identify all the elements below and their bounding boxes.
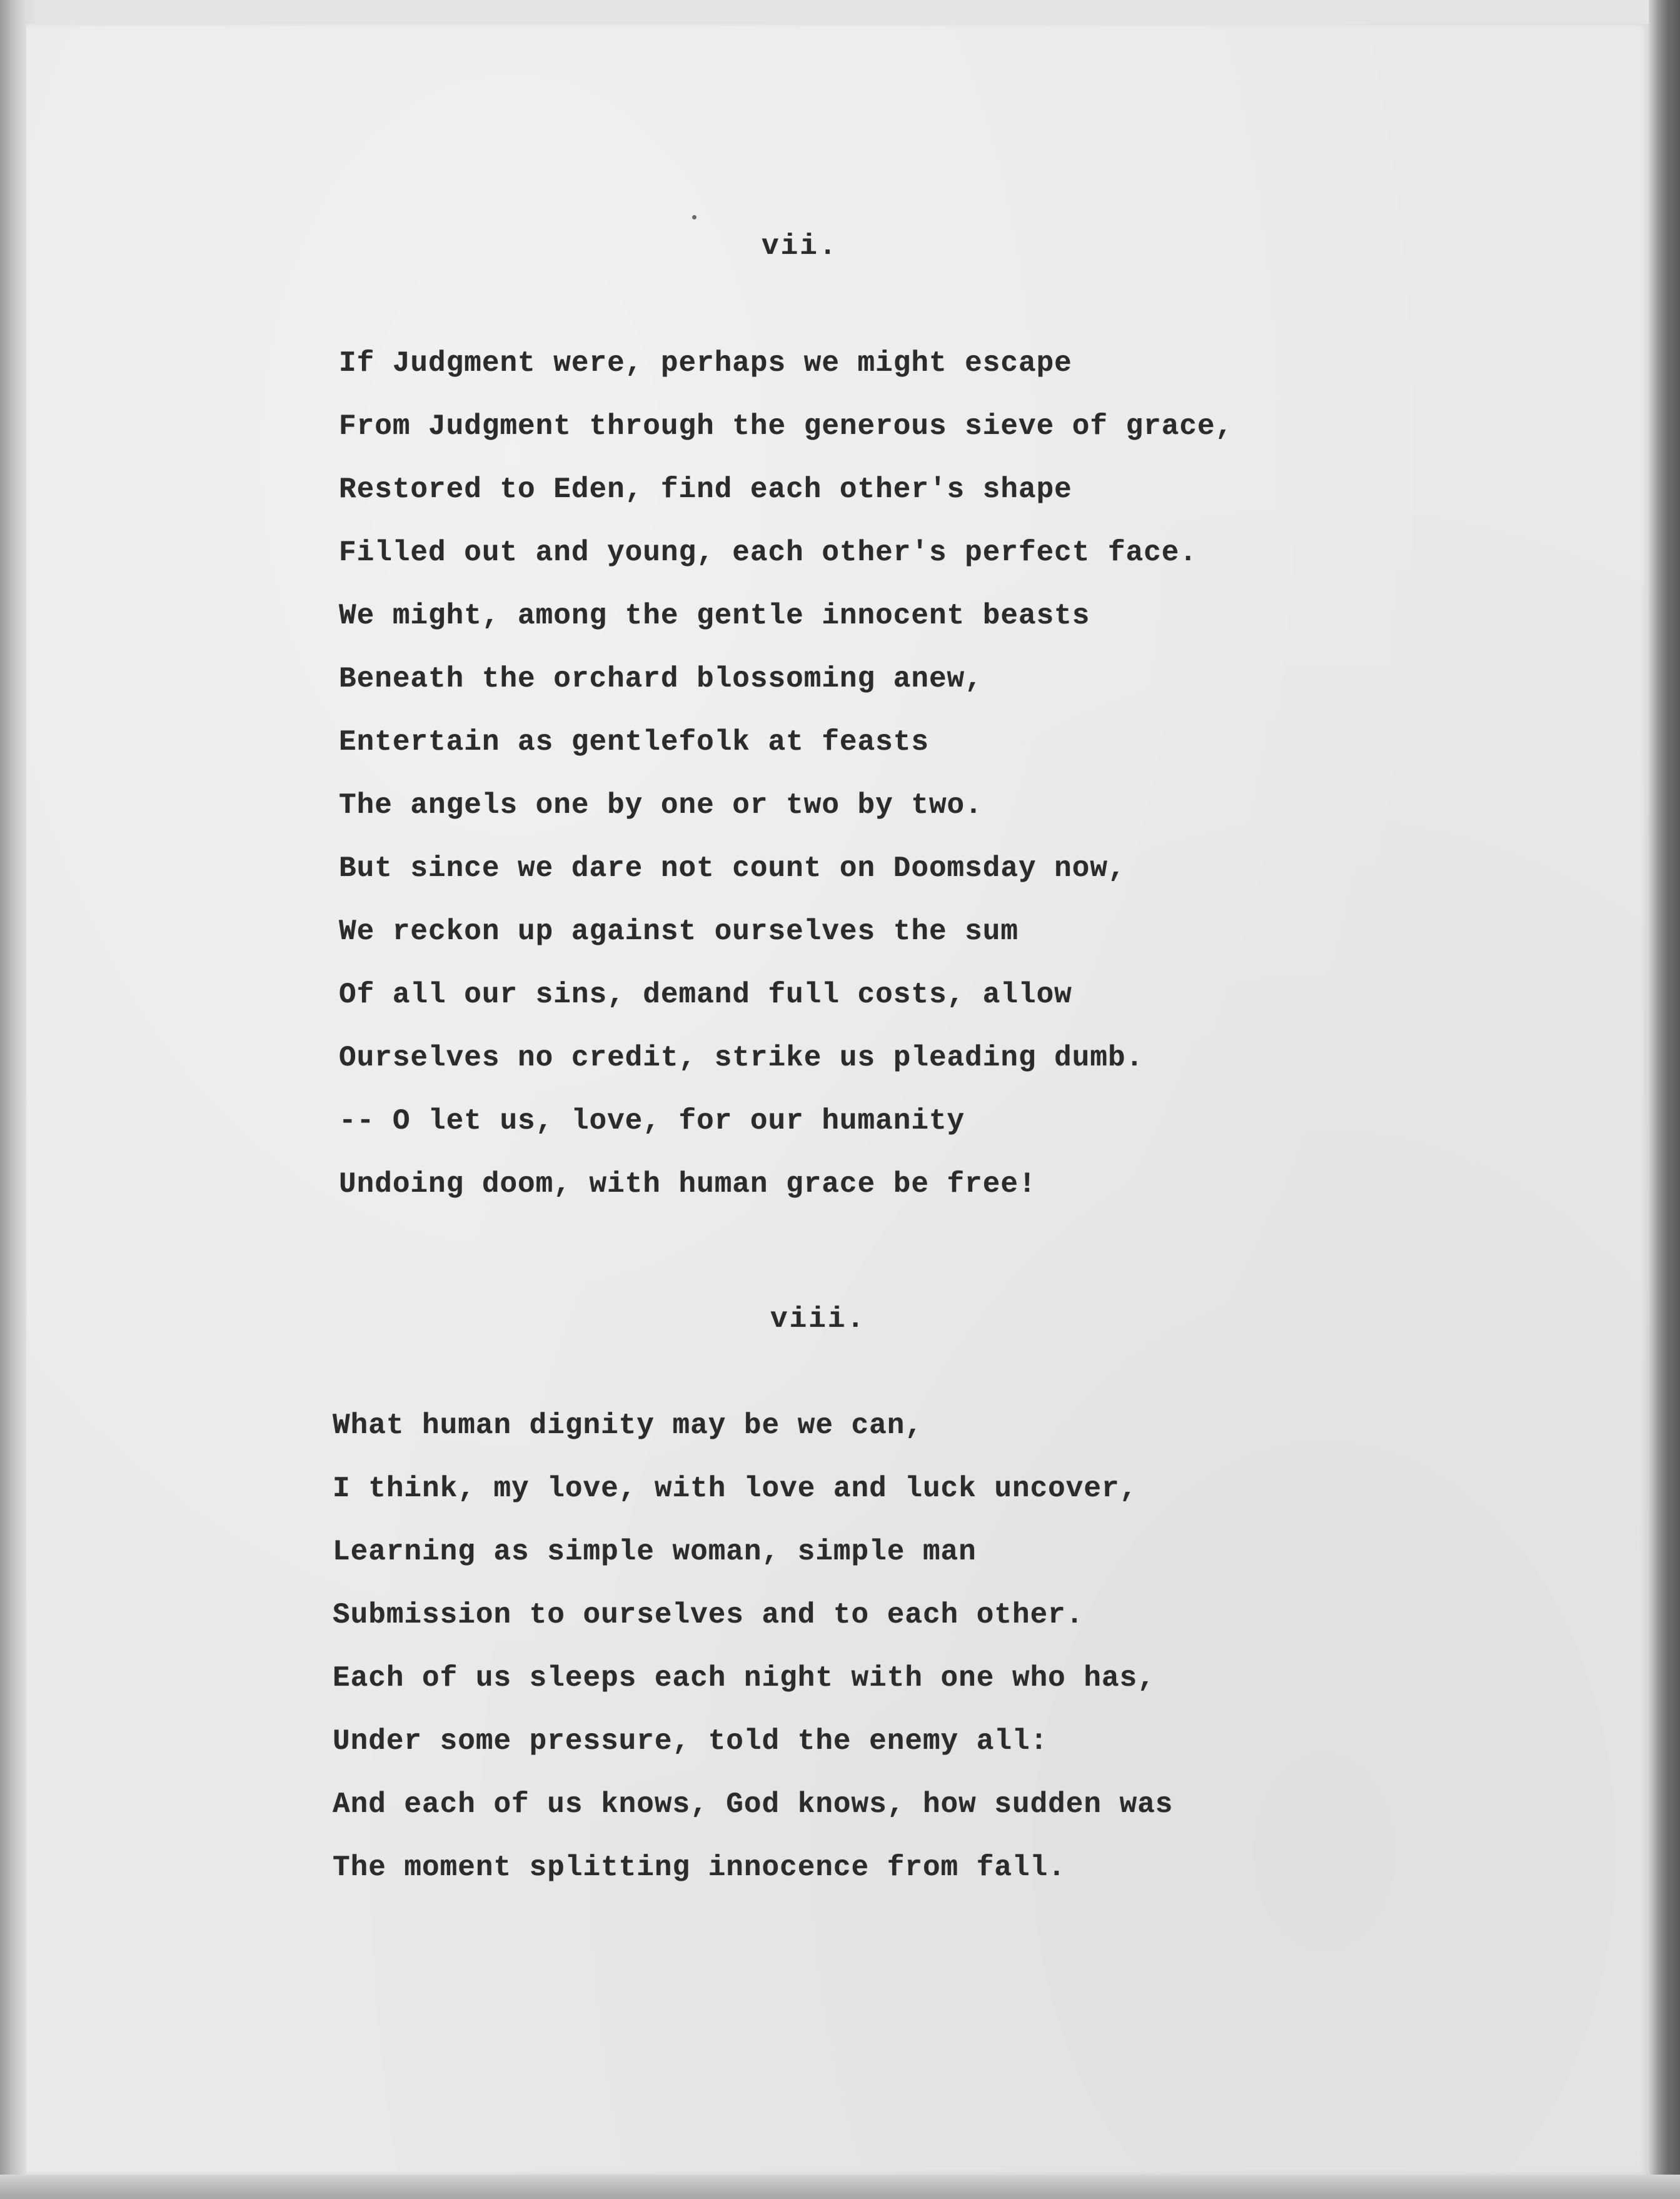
poem-line: We reckon up against ourselves the sum [339, 915, 1019, 948]
poem-line: Entertain as gentlefolk at feasts [339, 726, 929, 758]
poem-line: If Judgment were, perhaps we might escape [339, 347, 1072, 380]
poem-line: From Judgment through the generous sieve of grace, [339, 410, 1234, 443]
poem-line: Restored to Eden, find each other's shape [339, 473, 1072, 506]
poem-line: -- O let us, love, for our humanity [339, 1105, 965, 1137]
poem-line: Learning as simple woman, simple man [333, 1536, 977, 1568]
poem-line: Ourselves no credit, strike us pleading dumb. [339, 1042, 1144, 1074]
poem-line: We might, among the gentle innocent beasts [339, 600, 1090, 632]
poem-line: Submission to ourselves and to each other. [333, 1599, 1084, 1631]
poem-line: The moment splitting innocence from fall. [333, 1851, 1066, 1884]
poem-line: The angels one by one or two by two. [339, 789, 983, 822]
scan-right-border [1649, 0, 1680, 2199]
poem-line: And each of us knows, God knows, how sudden was [333, 1788, 1174, 1821]
poem-line: Undoing doom, with human grace be free! [339, 1168, 1037, 1200]
poem-line: But since we dare not count on Doomsday now, [339, 852, 1126, 885]
poem-line: Under some pressure, told the enemy all: [333, 1725, 1049, 1758]
section-heading-viii: viii. [770, 1303, 867, 1336]
poem-line: I think, my love, with love and luck uncover, [333, 1472, 1138, 1505]
scan-bottom-border [0, 2175, 1680, 2199]
poem-line: Each of us sleeps each night with one who has, [333, 1662, 1155, 1694]
typewritten-page [26, 24, 1649, 2175]
poem-line: Of all our sins, demand full costs, allow [339, 979, 1072, 1011]
ink-speck [692, 215, 697, 219]
poem-line: What human dignity may be we can, [333, 1409, 923, 1442]
poem-line: Beneath the orchard blossoming anew, [339, 663, 983, 695]
poem-line: Filled out and young, each other's perfect face. [339, 536, 1198, 569]
section-heading-vii: vii. [762, 230, 838, 263]
